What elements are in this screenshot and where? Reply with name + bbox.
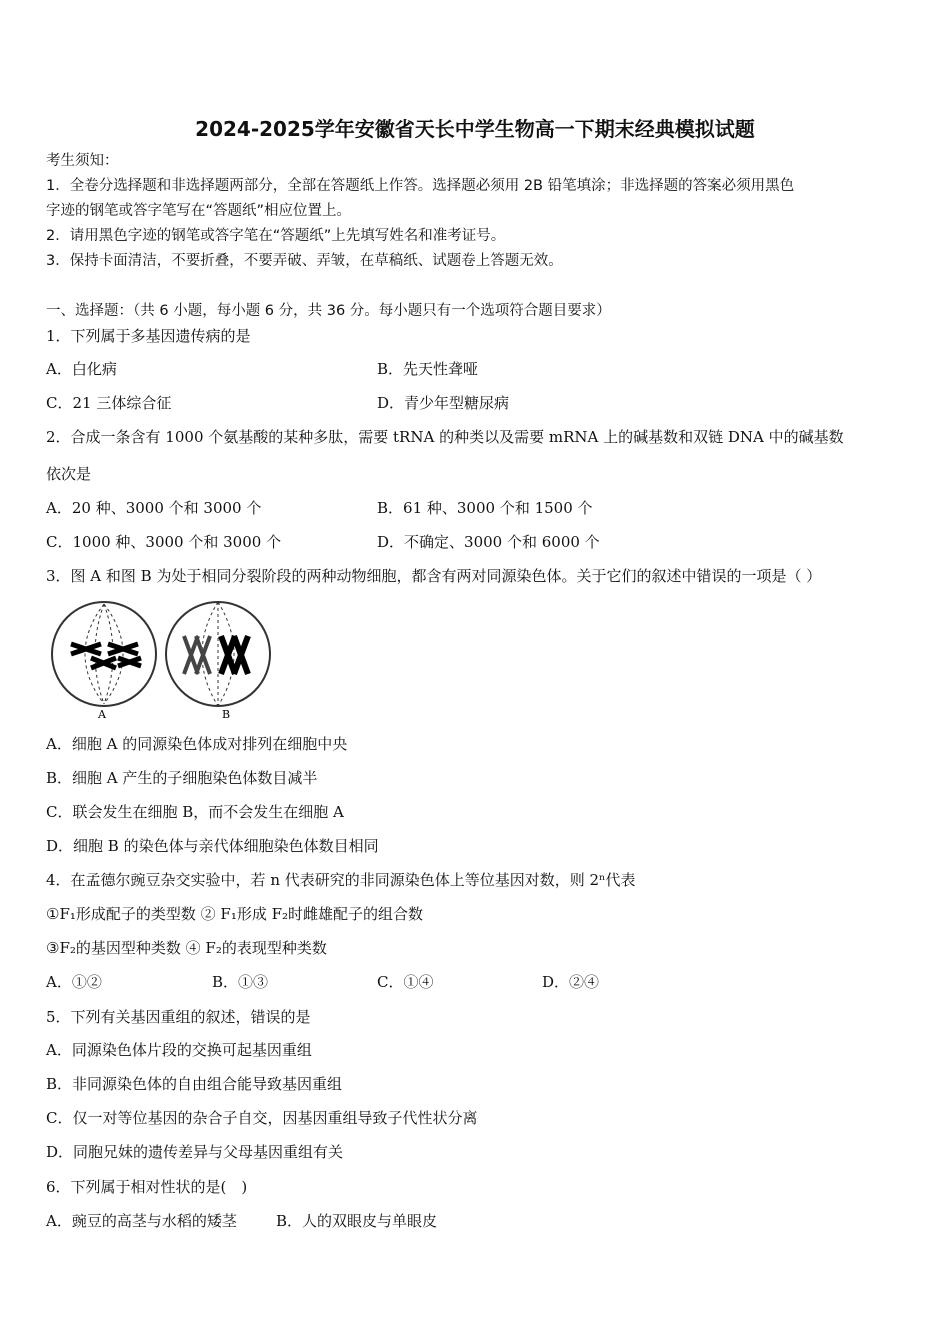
question-item: ③F₂的基因型种类数 ④ F₂的表现型种类数 [46,939,327,957]
question-stem: 3．图 A 和图 B 为处于相同分裂阶段的两种动物细胞，都含有两对同源染色体。关于它们的叙述中错误的一项是（ ） [46,567,822,585]
question-stem-cont: 依次是 [46,465,92,483]
option-c: C．联会发生在细胞 B，而不会发生在细胞 A [46,803,344,821]
figure-label-b: B [221,708,231,721]
cell-b [166,602,270,706]
option-d: D．细胞 B 的染色体与亲代体细胞染色体数目相同 [46,837,379,855]
notice-heading: 考生须知： [46,153,119,169]
section-heading: 一、选择题：（共 6 小题，每小题 6 分，共 36 分。每小题只有一个选项符合题目要求） [46,303,611,319]
option-d: D．②④ [542,973,600,991]
option-a: A．20 种、3000 个和 3000 个 [46,499,262,517]
notice-line: 字迹的钢笔或答字笔写在“答题纸”相应位置上。 [46,203,352,219]
question-stem: 6．下列属于相对性状的是( ) [46,1178,248,1196]
cell-a [52,602,156,706]
option-a: A．①② [46,973,102,991]
option-d: D．同胞兄妹的遗传差异与父母基因重组有关 [46,1143,344,1161]
question-stem: 5．下列有关基因重组的叙述，错误的是 [46,1008,311,1026]
page-title: 2024-2025学年安徽省天长中学生物高一下期末经典模拟试题 [195,117,755,141]
notice-line: 1．全卷分选择题和非选择题两部分，全部在答题纸上作答。选择题必须用 2B 铅笔填涂；非选择题的答案必须用黑色 [46,178,795,194]
option-a: A．同源染色体片段的交换可起基因重组 [46,1041,312,1059]
question-stem: 2．合成一条含有 1000 个氨基酸的某种多肽，需要 tRNA 的种类以及需要 mRNA 上的碱基数和双链 DNA 中的碱基数 [46,428,844,446]
option-b: B．先天性聋哑 [377,360,479,378]
option-b: B．①③ [212,973,269,991]
option-d: D．青少年型糖尿病 [377,394,510,412]
option-c: C．1000 种、3000 个和 3000 个 [46,533,282,551]
option-b: B．人的双眼皮与单眼皮 [276,1212,438,1230]
figure-label-a: A [98,708,106,721]
question-stem: 1．下列属于多基因遗传病的是 [46,327,251,345]
notice-line: 3．保持卡面清洁，不要折叠，不要弄破、弄皱，在草稿纸、试题卷上答题无效。 [46,253,563,269]
cell-division-figure [46,596,276,722]
option-a: A．白化病 [46,360,117,378]
option-b: B．61 种、3000 个和 1500 个 [377,499,593,517]
option-a: A．豌豆的高茎与水稻的矮茎 [46,1212,237,1230]
option-a: A．细胞 A 的同源染色体成对排列在细胞中央 [46,735,348,753]
option-c: C．仅一对等位基因的杂合子自交，因基因重组导致子代性状分离 [46,1109,478,1127]
option-b: B．非同源染色体的自由组合能导致基因重组 [46,1075,343,1093]
question-stem: 4．在孟德尔豌豆杂交实验中，若 n 代表研究的非同源染色体上等位基因对数，则 2ⁿ代表 [46,871,636,889]
option-c: C．①④ [377,973,434,991]
option-d: D．不确定、3000 个和 6000 个 [377,533,600,551]
option-c: C．21 三体综合征 [46,394,172,412]
notice-line: 2．请用黑色字迹的钢笔或答字笔在“答题纸”上先填写姓名和准考证号。 [46,228,506,244]
option-b: B．细胞 A 产生的子细胞染色体数目减半 [46,769,318,787]
question-item: ①F₁形成配子的类型数 ② F₁形成 F₂时雌雄配子的组合数 [46,905,424,923]
